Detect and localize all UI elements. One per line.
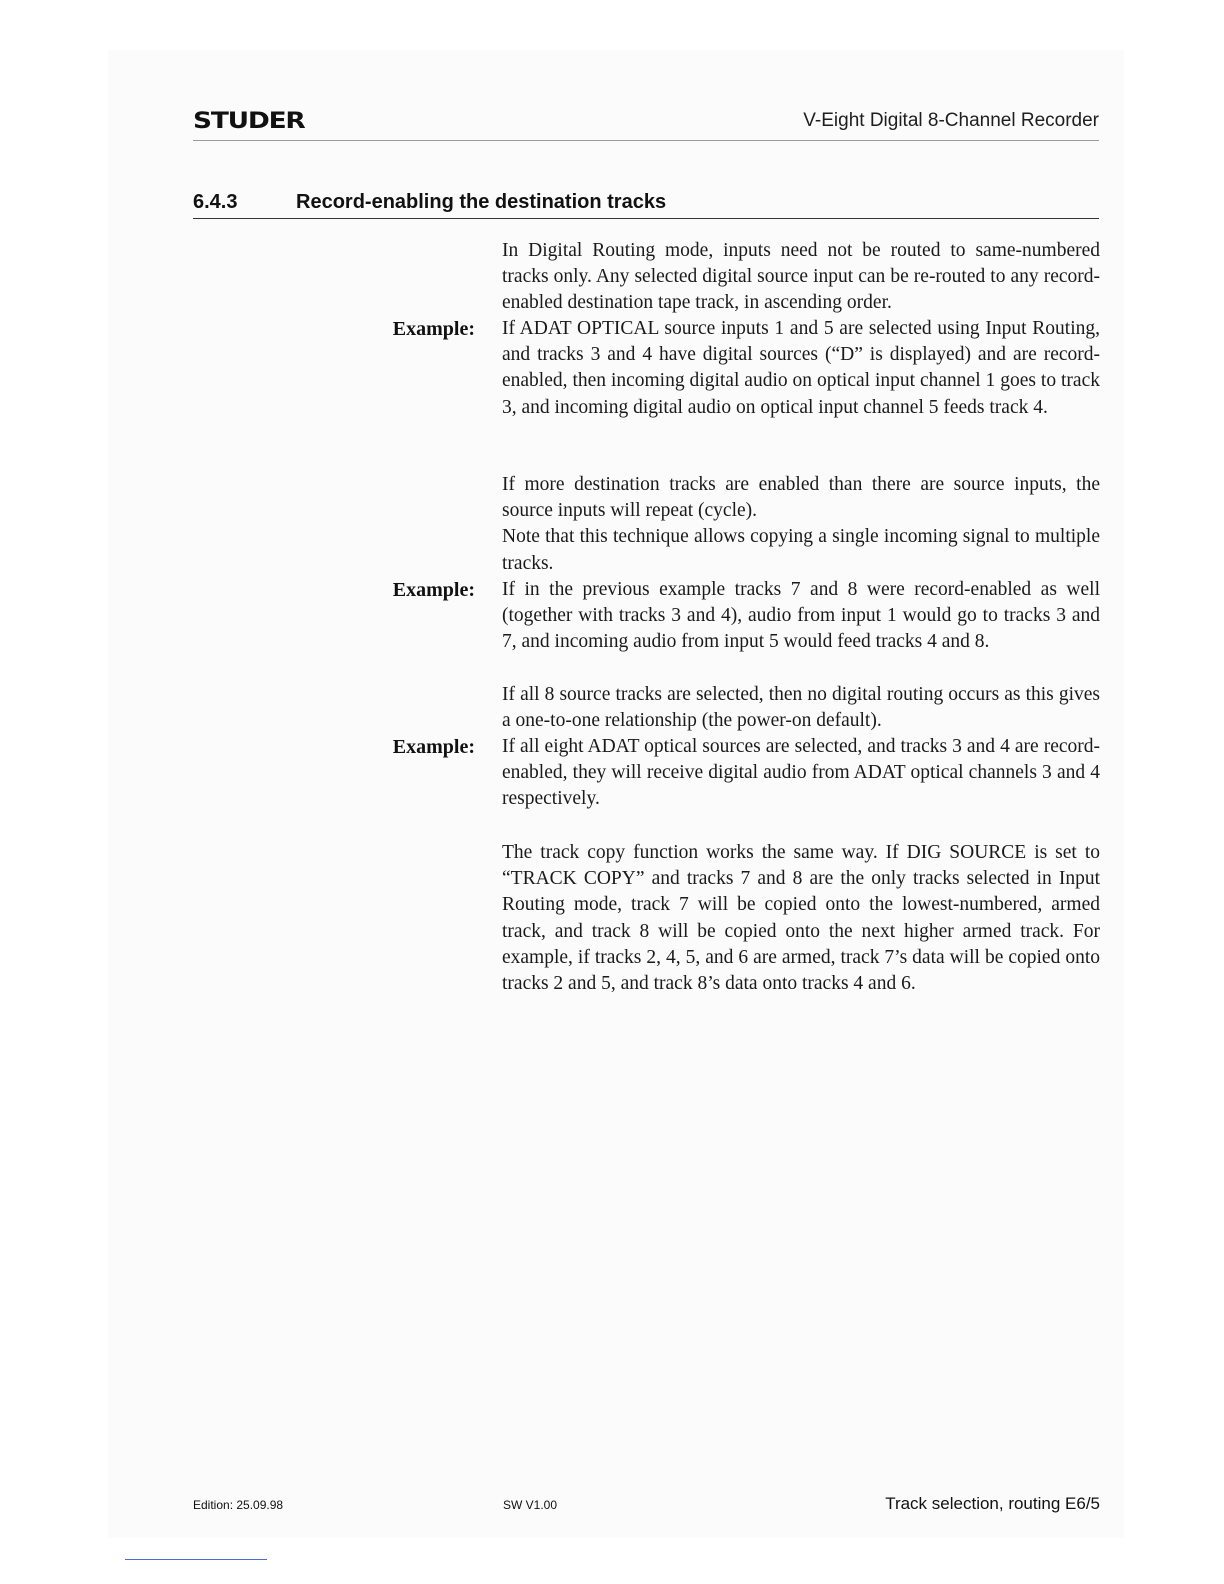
example-2 (502, 577, 1100, 656)
paragraph-track-copy (502, 840, 1100, 997)
document-title: V-Eight Digital 8-Channel Recorder (803, 110, 1099, 131)
paragraph-text: If all 8 source tracks are selected, then no digital routing occurs as this gives a one-to-one relationship (the power-on default). (502, 684, 1100, 732)
footer-edition: Edition: 25.09.98 (193, 1498, 284, 1512)
studer-logo: STUDER (193, 109, 305, 134)
footer-page-reference: Track selection, routing E6/5 (885, 1494, 1100, 1513)
paragraph-text: If more destination tracks are enabled than there are source inputs, the source inputs will repeat (cycle). (502, 474, 1100, 522)
example-text: If ADAT OPTICAL source inputs 1 and 5 are selected using Input Routing, and tracks 3 and 4 have digital sources (“D” is displayed) and are record-enabled, then incoming digital audio on optical input channel 1 goes to track 3, and incoming digital audio on optical input channel 5 feeds track 4. (502, 318, 1100, 418)
section-title: Record-enabling the destination tracks (296, 191, 667, 213)
paragraph-text: In Digital Routing mode, inputs need not be routed to same-numbered tracks only. Any selected digital source input can be re-routed to any record-enabled destination tape track, in ascending order. (502, 240, 1100, 314)
bottom-divider (125, 1559, 267, 1560)
example-label-1: Example: (392, 318, 475, 340)
example-text: If all eight ADAT optical sources are selected, and tracks 3 and 4 are record-enabled, they will receive digital audio from ADAT optical channels 3 and 4 respectively. (502, 736, 1100, 810)
footer-software-version: SW V1.00 (503, 1498, 558, 1512)
paragraph-all-selected (502, 682, 1100, 734)
example-text: If in the previous example tracks 7 and 8 were record-enabled as well (together with tracks 3 and 4), audio from input 1 would go to tracks 3 and 7, and incoming audio from input 5 would feed tracks 4 and 8. (502, 579, 1100, 653)
example-1 (502, 316, 1100, 421)
section-heading (193, 190, 1099, 219)
example-3 (502, 734, 1100, 813)
paragraph-intro (502, 238, 1100, 317)
paragraph-text: The track copy function works the same way. If DIG SOURCE is set to “TRACK COPY” and tracks 7 and 8 are the only tracks selected in Input Routing mode, track 7 will be copied onto the lowest-numbered, armed track, and track 8 will be copied onto the next higher armed track. For example, if tracks 2, 4, 5, and 6 are armed, track 7’s data will be copied onto tracks 2 and 5, and track 8’s data onto tracks 4 and 6. (502, 842, 1100, 995)
section-number: 6.4.3 (193, 191, 238, 213)
paragraph-text: Note that this technique allows copying a single incoming signal to multiple tracks. (502, 526, 1100, 574)
example-label-3: Example: (392, 736, 475, 758)
example-label-2: Example: (392, 579, 475, 601)
page-header (193, 104, 1099, 141)
paragraph-repeat (502, 472, 1100, 577)
